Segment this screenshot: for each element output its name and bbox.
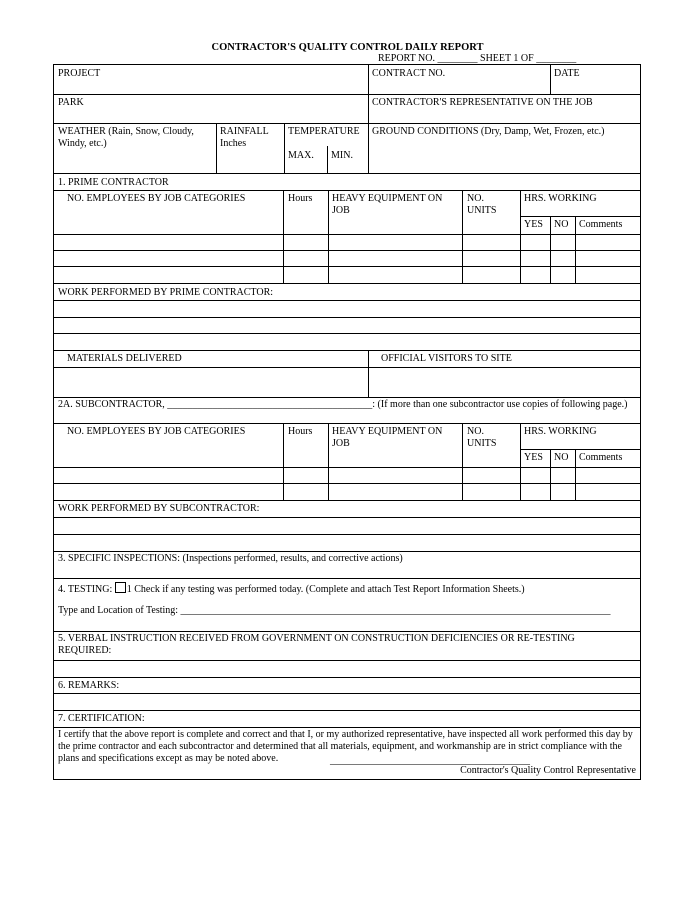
ground-conditions-label: GROUND CONDITIONS (Dry, Damp, Wet, Frozen, etc.) (372, 126, 605, 137)
hrs-working-header: HRS. WORKING (524, 193, 597, 204)
specific-inspections-label: 3. SPECIFIC INSPECTIONS: (Inspections performed, results, and corrective actions) (58, 553, 403, 564)
sub-hrs-working-header: HRS. WORKING (524, 426, 597, 437)
temperature-label: TEMPERATURE (288, 126, 360, 137)
sub-no-units-header: NO. UNITS (467, 426, 497, 449)
testing-label: 4. TESTING: (58, 584, 113, 595)
yes-header: YES (524, 219, 543, 230)
project-label: PROJECT (58, 68, 101, 79)
park-label: PARK (58, 97, 84, 108)
contract-no-label: CONTRACT NO. (372, 68, 446, 79)
date-label: DATE (554, 68, 580, 79)
min-temp-label: MIN. (331, 150, 353, 161)
max-temp-label: MAX. (288, 150, 314, 161)
rainfall-label: RAINFALL Inches (220, 126, 269, 149)
sub-no-header: NO (554, 452, 569, 463)
report-number-line[interactable]: REPORT NO. ________ SHEET 1 OF ________ (378, 53, 577, 64)
contractor-rep-label: CONTRACTOR'S REPRESENTATIVE ON THE JOB (372, 97, 593, 108)
sub-comments-header: Comments (579, 452, 623, 463)
official-visitors-label: OFFICIAL VISITORS TO SITE (381, 353, 512, 364)
testing-check-text: 1 Check if any testing was performed today. (Complete and attach Test Report Information Sheets.) (126, 584, 525, 595)
sub-work-performed-label: WORK PERFORMED BY SUBCONTRACTOR: (58, 503, 260, 514)
no-header: NO (554, 219, 569, 230)
signature-line[interactable]: ________________________________________ (330, 755, 530, 766)
verbal-instruction-label: 5. VERBAL INSTRUCTION RECEIVED FROM GOVERNMENT ON CONSTRUCTION DEFICIENCIES OR RE-TESTING REQUIRED: (58, 633, 575, 656)
prime-work-performed-label: WORK PERFORMED BY PRIME CONTRACTOR: (58, 287, 274, 298)
signature-label: Contractor's Quality Control Representative (460, 765, 636, 776)
prime-contractor-heading: 1. PRIME CONTRACTOR (58, 177, 169, 188)
testing-checkbox[interactable] (115, 582, 126, 593)
hours-header: Hours (288, 193, 313, 204)
table-row[interactable] (54, 266, 640, 267)
weather-label: WEATHER (Rain, Snow, Cloudy, Windy, etc.) (58, 126, 194, 149)
table-row[interactable] (54, 483, 640, 484)
certification-label: 7. CERTIFICATION: (58, 713, 145, 724)
heavy-equipment-header: HEAVY EQUIPMENT ON JOB (332, 193, 443, 216)
type-location-of-testing[interactable]: Type and Location of Testing: ______________________________________________________________________________________ (58, 605, 611, 616)
report-form (53, 64, 641, 780)
no-units-header: NO. UNITS (467, 193, 497, 216)
sub-yes-header: YES (524, 452, 543, 463)
subcontractor-heading: 2A. SUBCONTRACTOR, _________________________________________: (If more than one subcontractor use copies of following page.) (58, 399, 628, 410)
table-row[interactable] (54, 250, 640, 251)
certification-text: I certify that the above report is complete and correct and that I, or my authorized representative, have inspected all work performed this day by the prime contractor and each subcontractor and determined that all materials, equipment, and workmanship are in strict compliance with the plans and specifications except as may be noted above. (58, 729, 633, 764)
materials-delivered-label: MATERIALS DELIVERED (67, 353, 182, 364)
form-title: CONTRACTOR'S QUALITY CONTROL DAILY REPORT (211, 42, 484, 53)
remarks-label: 6. REMARKS: (58, 680, 120, 691)
comments-header: Comments (579, 219, 623, 230)
sub-heavy-equipment-header: HEAVY EQUIPMENT ON JOB (332, 426, 443, 449)
sub-hours-header: Hours (288, 426, 313, 437)
testing-line (58, 582, 525, 596)
sub-employees-header: NO. EMPLOYEES BY JOB CATEGORIES (67, 426, 246, 437)
employees-header: NO. EMPLOYEES BY JOB CATEGORIES (67, 193, 246, 204)
